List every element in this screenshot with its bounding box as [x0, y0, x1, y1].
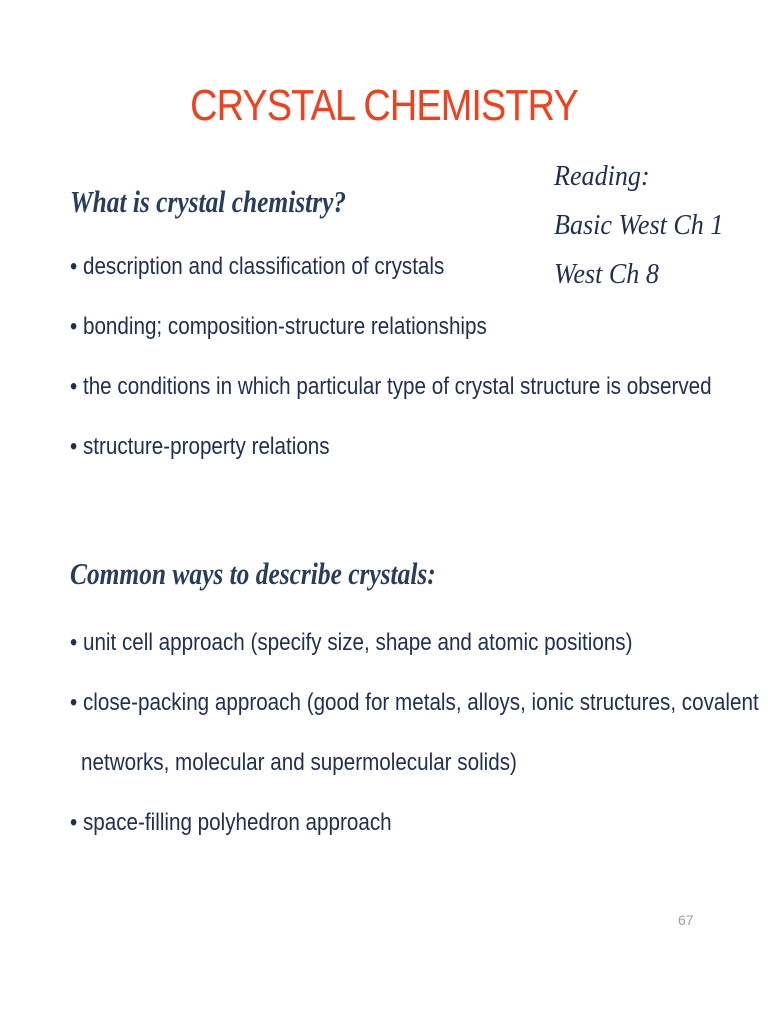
section-heading-what-is: What is crystal chemistry?	[70, 184, 347, 219]
bullet-item: • structure-property relations	[70, 433, 330, 460]
section-heading-common-ways: Common ways to describe crystals:	[70, 556, 436, 591]
reading-item: West Ch 8	[554, 258, 659, 290]
slide-title: CRYSTAL CHEMISTRY	[190, 81, 578, 130]
bullet-item: • bonding; composition-structure relationships	[70, 313, 487, 340]
bullet-item: • close-packing approach (good for metals, alloys, ionic structures, covalent	[70, 689, 759, 716]
bullet-item: • the conditions in which particular type of crystal structure is observed	[70, 373, 712, 400]
bullet-item: • unit cell approach (specify size, shape and atomic positions)	[70, 629, 633, 656]
bullet-item: • space-filling polyhedron approach	[70, 809, 392, 836]
reading-label: Reading:	[554, 160, 650, 192]
page-number: 67	[678, 912, 694, 928]
reading-item: Basic West Ch 1	[554, 209, 724, 241]
bullet-item: • description and classification of crystals	[70, 253, 445, 280]
bullet-item-continuation: networks, molecular and supermolecular solids)	[81, 749, 517, 776]
reading-list	[554, 152, 723, 299]
